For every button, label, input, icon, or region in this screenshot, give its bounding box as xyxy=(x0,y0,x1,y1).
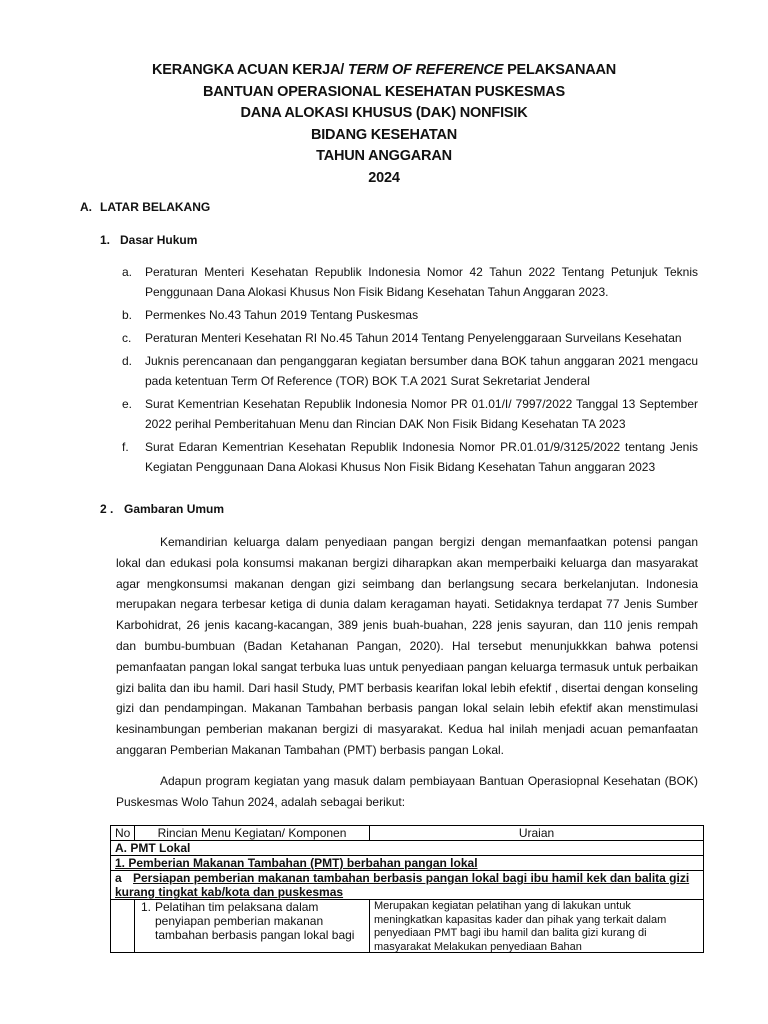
list-item xyxy=(122,394,698,434)
title-line-4: BIDANG KESEHATAN xyxy=(310,126,458,143)
gambaran-umum-label: Gambaran Umum xyxy=(124,502,225,516)
gambaran-umum-marker: 2 . xyxy=(100,502,114,516)
program-table xyxy=(110,825,704,953)
gambaran-umum-paragraph-2: Adapun program kegiatan yang masuk dalam pembiayaan Bantuan Operasiopnal Kesehatan (BOK) Puskesmas Wolo Tahun 2024, adalah sebagai berikut: xyxy=(116,774,698,809)
row-category-pmt-lokal: A. PMT Lokal xyxy=(111,841,704,856)
list-item xyxy=(122,351,698,391)
document-title xyxy=(0,60,768,189)
table-row xyxy=(111,871,704,900)
list-item-text: Permenkes No.43 Tahun 2019 Tentang Puskesmas xyxy=(145,308,419,322)
row-rincian-cell xyxy=(135,900,370,953)
table-row xyxy=(111,900,704,953)
list-item-text: Peraturan Menteri Kesehatan Republik Indonesia Nomor 42 Tahun 2022 Tentang Petunjuk Teknis Penggunaan Dana Alokasi Khusus Non Fisik Bidang Kesehatan Tahun Anggaran 2023. xyxy=(145,265,698,299)
row-subcategory-pmt: 1. Pemberian Makanan Tambahan (PMT) berbahan pangan lokal xyxy=(111,856,704,871)
subitem-marker: a xyxy=(115,871,122,885)
list-item-marker: c. xyxy=(122,331,132,345)
list-item-marker: b. xyxy=(122,308,133,322)
title-line-1-italic: TERM OF REFERENCE xyxy=(347,62,504,78)
title-line-1 xyxy=(0,60,768,82)
list-item xyxy=(122,328,698,348)
gambaran-umum-heading xyxy=(100,502,224,516)
gambaran-umum-paragraph-1: Kemandirian keluarga dalam penyediaan pangan bergizi dengan memanfaatkan potensi pangan lokal dan edukasi pola konsumsi makanan bergizi diharapkan akan memperbaiki keluarga dan masyarakat agar mengkonsumsi makanan dengan gizi seimbang dan berlangsung secara berkelanjutan. Indonesia merupakan negara terbesar ketiga di dunia dalam keragaman hayati. Setidaknya terdapat 77 Jenis Sumber Karbohidrat, 26 jenis kacang-kacangan, 389 jenis buah-buahan, 228 jenis sayuran, dan 110 jenis rempah dan bumbu-bumbuan (Badan Ketahanan Pangan, 2020). Hal tersebut menunjukkkan bahwa potensi pemanfaatan pangan lokal sangat terbuka luas untuk penyediaan pangan keluarga termasuk untuk perbaikan gizi balita dan ibu hamil. Dari hasil Study, PMT berbasis kearifan lokal lebih efektif , disertai dengan konseling gizi dan pendampingan. Makanan Tambahan berbasis pangan lokal selain lebih efektif akan menstimulasi kesinambungan pemberian makanan bergizi di masyarakat. Kedua hal inilah menjadi acuan pemanfaatan anggaran Pemberian Makanan Tambahan (PMT) berbasis pangan Lokal. xyxy=(116,535,698,757)
title-line-6: 2024 xyxy=(368,169,400,186)
row-uraian-cell xyxy=(370,900,704,953)
title-line-1-part-b: PELAKSANAAN xyxy=(507,62,617,78)
dasar-hukum-list xyxy=(122,262,698,480)
list-item-text: Surat Edaran Kementrian Kesehatan Republik Indonesia Nomor PR.01.01/9/3125/2022 tentang Jenis Kegiatan Penggunaan Dana Alokasi Khusus Non Fisik Bidang Kesehatan Tahun anggaran 2023 xyxy=(145,440,698,474)
header-rincian: Rincian Menu Kegiatan/ Komponen xyxy=(135,826,370,841)
subitem-text: Persiapan pemberian makanan tambahan berbasis pangan lokal bagi ibu hamil kek dan balita gizi kurang tingkat kab/kota dan puskesmas xyxy=(115,871,690,899)
dasar-hukum-label: Dasar Hukum xyxy=(120,233,198,247)
table-row xyxy=(111,841,704,856)
dasar-hukum-heading xyxy=(100,233,197,247)
list-item-marker: d. xyxy=(122,354,133,368)
list-item-marker: f. xyxy=(122,440,129,454)
title-line-1-part-a: KERANGKA ACUAN KERJA/ xyxy=(151,62,345,78)
header-no: No xyxy=(111,826,135,841)
list-item xyxy=(122,305,698,325)
row-no-cell xyxy=(111,900,135,953)
item-uraian-text: Merupakan kegiatan pelatihan yang di lakukan untuk meningkatkan kapasitas kader dan pihak yang terkait dalam penyediaan PMT bagi ibu hamil dan balita gizi kurang di masyarakat Melakukan penyediaan Bahan xyxy=(374,900,667,952)
list-item xyxy=(122,437,698,477)
table-header-row xyxy=(111,826,704,841)
section-a-label: LATAR BELAKANG xyxy=(100,200,211,214)
header-uraian: Uraian xyxy=(370,826,704,841)
list-item-text: Juknis perencanaan dan penganggaran kegiatan bersumber dana BOK tahun anggaran 2021 mengacu pada ketentuan Term Of Reference (TOR) BOK T.A 2021 Surat Sekretariat Jenderal xyxy=(145,354,698,388)
title-line-3: DANA ALOKASI KHUSUS (DAK) NONFISIK xyxy=(240,105,528,121)
section-a-heading xyxy=(80,200,210,214)
list-item-text: Peraturan Menteri Kesehatan RI No.45 Tahun 2014 Tentang Penyelenggaraan Surveilans Kesehatan xyxy=(145,331,682,345)
list-item-marker: e. xyxy=(122,397,133,411)
list-item-text: Surat Kementrian Kesehatan Republik Indonesia Nomor PR 01.01/I/ 7997/2022 Tanggal 13 September 2022 perihal Pemberitahuan Menu dan Rincian DAK Non Fisik Bidang Kesehatan TA 2023 xyxy=(145,397,698,431)
list-item-marker: a. xyxy=(122,265,133,279)
item-rincian-text: Pelatihan tim pelaksana dalam penyiapan pemberian makanan tambahan berbasis pangan lokal bagi xyxy=(155,900,355,942)
list-item xyxy=(122,262,698,302)
item-marker: 1. xyxy=(141,900,152,914)
title-line-5: TAHUN ANGGARAN xyxy=(316,148,452,164)
dasar-hukum-marker: 1. xyxy=(100,233,111,247)
row-subitem-persiapan xyxy=(111,871,704,900)
title-line-2: BANTUAN OPERASIONAL KESEHATAN PUSKESMAS xyxy=(203,83,565,100)
table-row xyxy=(111,856,704,871)
section-a-marker: A. xyxy=(80,200,92,214)
